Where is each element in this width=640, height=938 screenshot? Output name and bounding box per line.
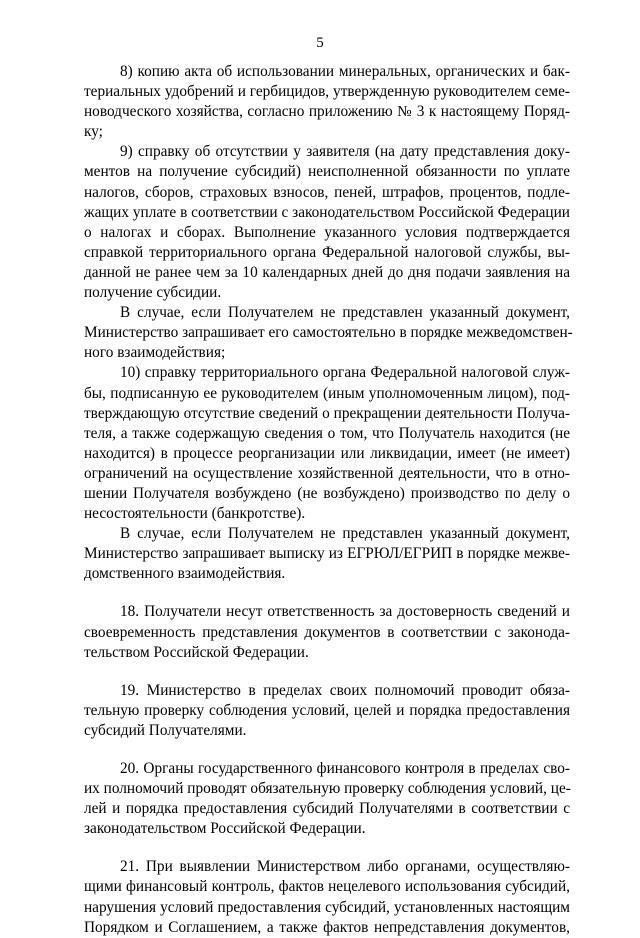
text-line: 19. Министерство в пределах своих полномочий проводит обяза- bbox=[120, 681, 570, 699]
text-line: шении Получателя возбуждено (не возбуждено) производство по делу о bbox=[84, 484, 570, 502]
text-line: тверждающую отсутствие сведений о прекращении деятельности Получа- bbox=[84, 404, 570, 422]
text-line: своевременность представления документов в соответствии с законода- bbox=[84, 623, 570, 641]
paragraph-gap bbox=[84, 741, 570, 759]
paragraph-item-10-note bbox=[84, 524, 570, 584]
text-line: ментов на получение субсидий) неисполненной обязанности по уплате bbox=[84, 163, 570, 181]
text-line: находится) в процессе реорганизации или ликвидации, имеет (не имеет) bbox=[84, 444, 570, 462]
paragraph-gap bbox=[84, 839, 570, 857]
text-line: 21. При выявлении Министерством либо органами, осуществляю- bbox=[120, 858, 570, 876]
text-line: бы, подписанную ее руководителем (иным уполномоченным лицом), под- bbox=[84, 384, 570, 402]
text-line: 10) справку территориального органа Федеральной налоговой служ- bbox=[120, 364, 570, 382]
text-line: ограничений на осуществление хозяйственной деятельности, что в отно- bbox=[84, 464, 570, 482]
text-line: справкой территориального органа Федеральной налоговой службы, вы- bbox=[84, 243, 570, 261]
text-line: щими финансовый контроль, фактов нецелевого использования субсидий, bbox=[84, 878, 570, 896]
text-line: тельством Российской Федерации. bbox=[84, 643, 309, 661]
text-line: жащих уплате в соответствии с законодательством Российской Федерации bbox=[84, 203, 570, 221]
paragraph-section-20 bbox=[84, 759, 570, 839]
text-line: 18. Получатели несут ответственность за достоверность сведений и bbox=[120, 603, 570, 621]
paragraph-section-21 bbox=[84, 857, 570, 937]
text-line: териальных удобрений и гербицидов, утвержденную руководителем семе- bbox=[84, 83, 570, 101]
paragraph-section-18 bbox=[84, 602, 570, 662]
text-line: В случае, если Получателем не представлен указанный документ, bbox=[120, 525, 570, 543]
text-line: ку; bbox=[84, 123, 103, 141]
text-line: теля, а также содержащую сведения о том, что Получатель находится (не bbox=[84, 424, 570, 442]
text-line: Министерство запрашивает выписку из ЕГРЮЛ/ЕГРИП в порядке межве- bbox=[84, 545, 570, 563]
text-line: 8) копию акта об использовании минеральных, органических и бак- bbox=[120, 63, 570, 80]
text-line: тельную проверку соблюдения условий, целей и порядка предоставления bbox=[84, 701, 570, 719]
text-line: 9) справку об отсутствии у заявителя (на дату представления доку- bbox=[120, 143, 570, 161]
text-line: получение субсидии. bbox=[84, 284, 222, 302]
document-body bbox=[84, 62, 573, 938]
page-number: 5 bbox=[316, 35, 324, 51]
text-line: В случае, если Получателем не представлен указанный документ, bbox=[120, 304, 570, 322]
text-line: новодческого хозяйства, согласно приложению № 3 к настоящему Поряд- bbox=[84, 103, 570, 121]
text-line: данной не ранее чем за 10 календарных дней до дня подачи заявления на bbox=[84, 263, 570, 281]
paragraph-section-19 bbox=[84, 681, 570, 741]
text-line: лей и порядка предоставления субсидий Получателями в соответствии с bbox=[84, 800, 570, 818]
text-line: ного взаимодействия; bbox=[84, 344, 226, 362]
text-line: о налогах и сборах. Выполнение указанного условия подтверждается bbox=[84, 223, 570, 241]
paragraph-item-8 bbox=[84, 62, 570, 142]
text-line: налогов, сборов, страховых взносов, пеней, штрафов, процентов, подле- bbox=[84, 183, 570, 201]
paragraph-item-9 bbox=[84, 142, 570, 303]
text-line: законодательством Российской Федерации. bbox=[84, 820, 366, 838]
text-line: нарушения условий предоставления субсидий, установленных настоящим bbox=[84, 898, 570, 916]
text-line: 20. Органы государственного финансового контроля в пределах сво- bbox=[120, 760, 570, 777]
text-line: домственного взаимодействия. bbox=[84, 565, 286, 583]
text-line: Порядком и Соглашением, а также фактов непредставления документов, bbox=[84, 918, 570, 936]
paragraph-item-10 bbox=[84, 363, 570, 524]
text-line: несостоятельности (банкротстве). bbox=[84, 505, 306, 523]
text-line: их полномочий проводят обязательную проверку соблюдения условий, це- bbox=[84, 780, 571, 798]
paragraph-item-9-note bbox=[84, 303, 573, 363]
text-line: субсидий Получателями. bbox=[84, 721, 247, 739]
text-line: Министерство запрашивает его самостоятельно в порядке межведомствен- bbox=[84, 324, 573, 342]
paragraph-gap bbox=[84, 663, 570, 681]
paragraph-gap bbox=[84, 584, 570, 602]
